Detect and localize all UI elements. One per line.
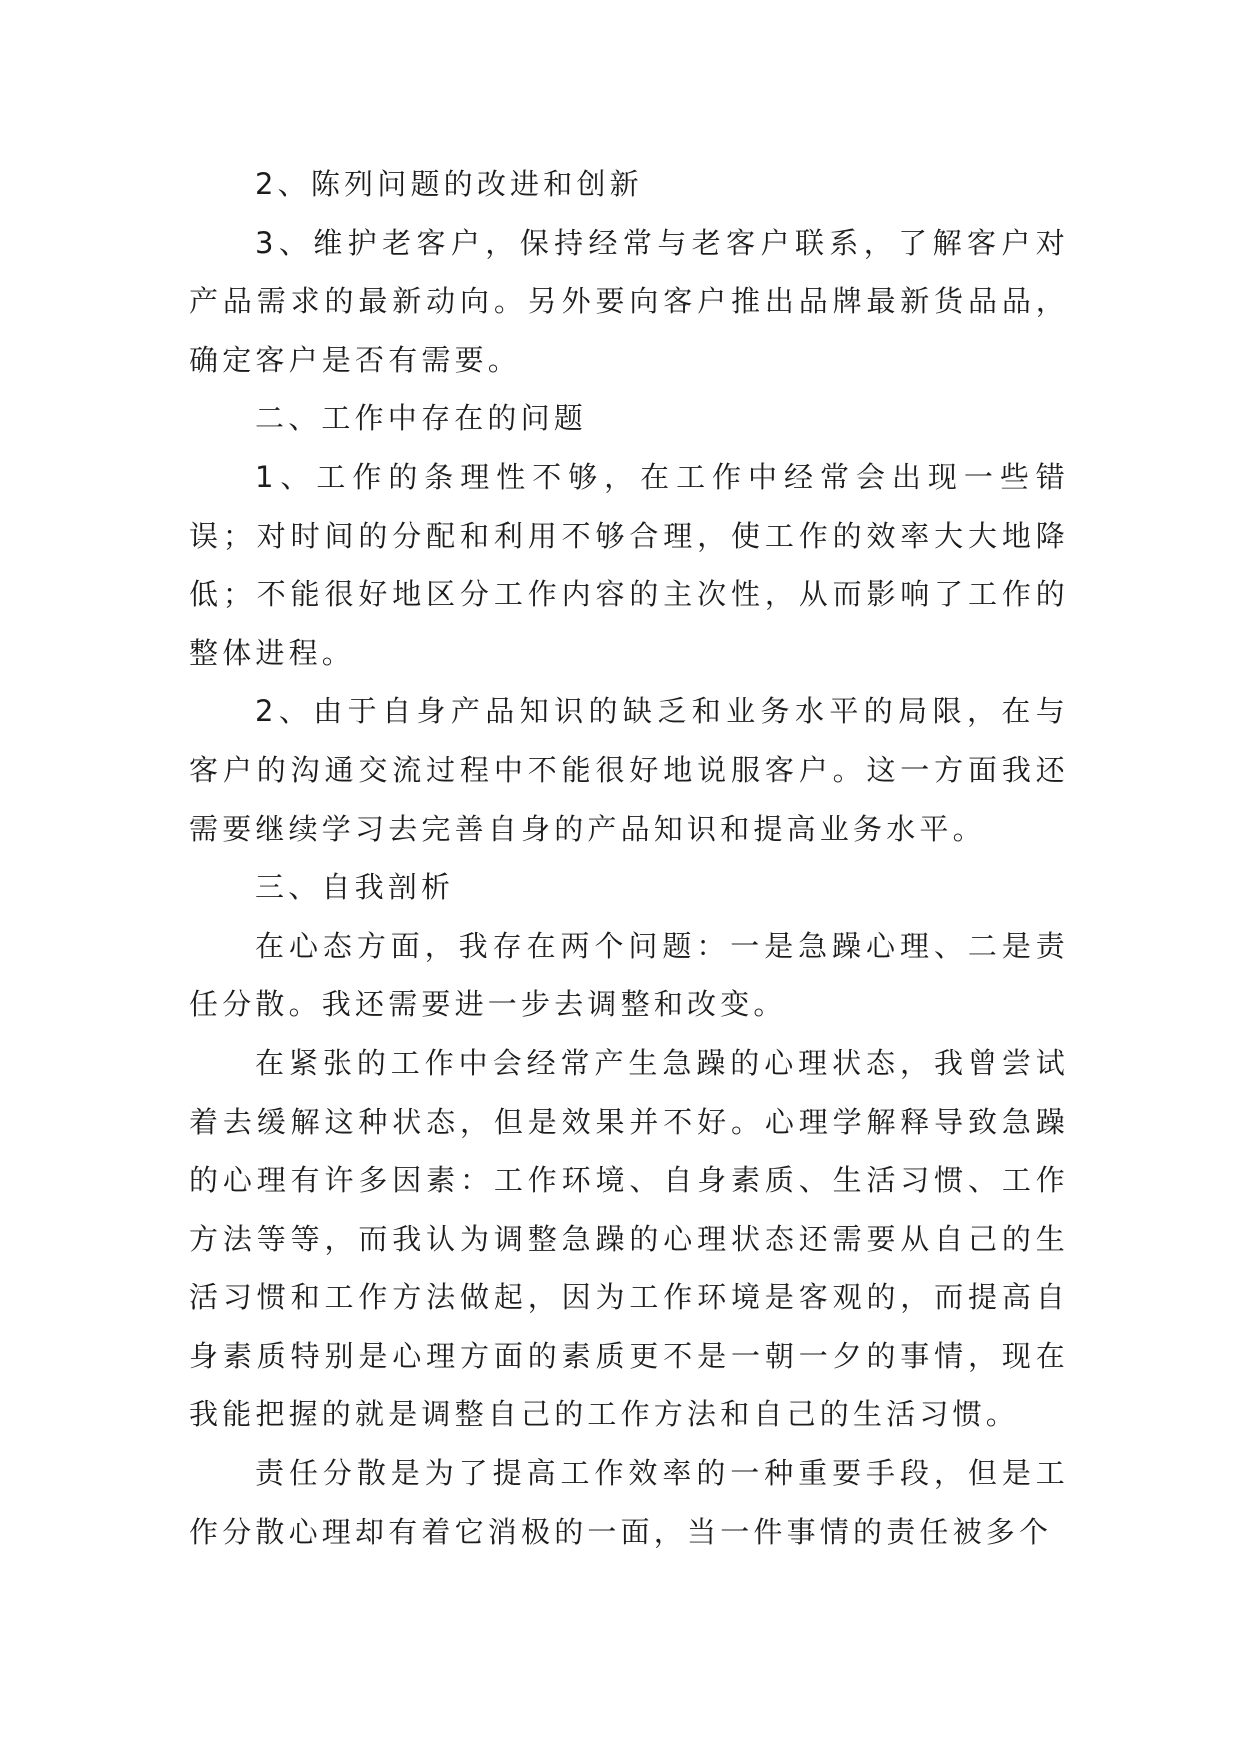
section-heading-self-analysis: 三、自我剖析 — [255, 870, 455, 905]
responsibility-paragraph: 责任分散是为了提高工作效率的一种重要手段，但是工作分散心理却有着它消极的一面，当一件事情的责任被多个 — [189, 1456, 1069, 1549]
item-3-maintain-clients: 3、维护老客户，保持经常与老客户联系，了解客户对产品需求的最新动向。另外要向客户推出品牌最新货品品，确定客户是否有需要。 — [189, 225, 1069, 377]
problem-1-organization: 1、工作的条理性不够，在工作中经常会出现一些错误；对时间的分配和利用不够合理，使工作的效率大大地降低；不能很好地区分工作内容的主次性，从而影响了工作的整体进程。 — [189, 459, 1069, 670]
section-heading-problems: 二、工作中存在的问题 — [255, 401, 588, 436]
item-2-display-improvement: 2、陈列问题的改进和创新 — [255, 167, 643, 201]
problem-2-product-knowledge: 2、由于自身产品知识的缺乏和业务水平的局限，在与客户的沟通交流过程中不能很好地说服客户。这一方面我还需要继续学习去完善自身的产品知识和提高业务水平。 — [189, 694, 1069, 846]
document-body — [189, 155, 1069, 1561]
mindset-paragraph: 在心态方面，我存在两个问题：一是急躁心理、二是责任分散。我还需要进一步去调整和改变。 — [189, 928, 1069, 1022]
impatience-paragraph: 在紧张的工作中会经常产生急躁的心理状态，我曾尝试着去缓解这种状态，但是效果并不好。心理学解释导致急躁的心理有许多因素：工作环境、自身素质、生活习惯、工作方法等等，而我认为调整急躁的心理状态还需要从自己的生活习惯和工作方法做起，因为工作环境是客观的，而提高自身素质特别是心理方面的素质更不是一朝一夕的事情，现在我能把握的就是调整自己的工作方法和自己的生活习惯。 — [189, 1045, 1069, 1432]
